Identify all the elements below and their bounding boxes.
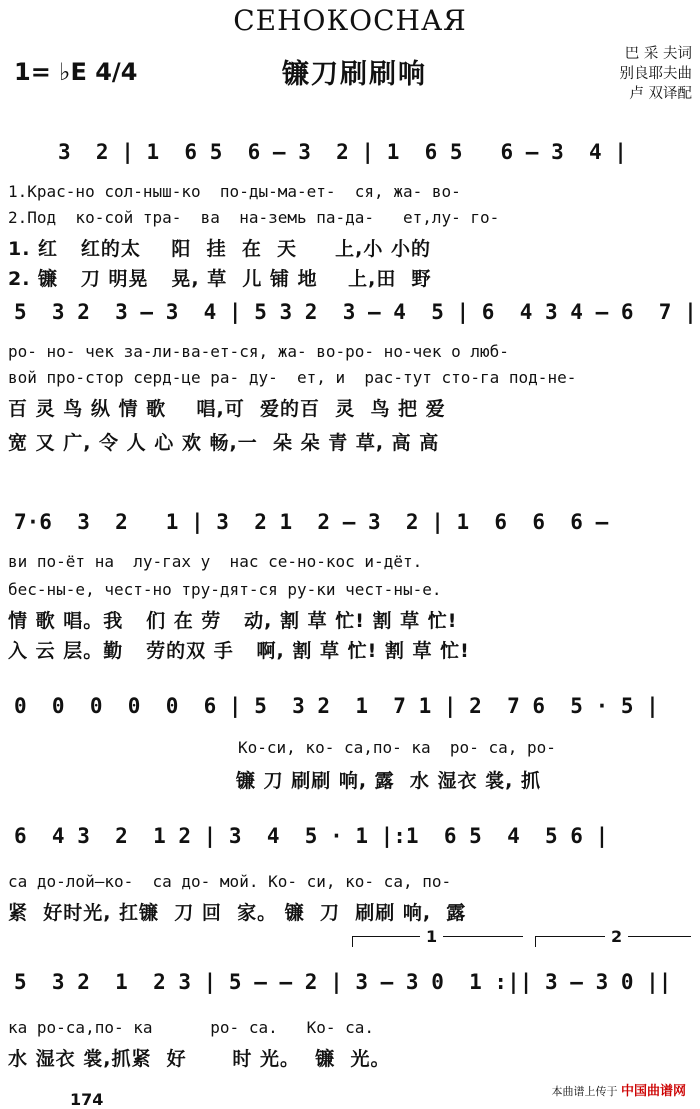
lyrics-chinese-verse-2: 2. 镰 刀 明晃 晃, 草 儿 铺 地 上,田 野 xyxy=(8,268,432,290)
lyrics-russian: ка ро-са,по- ка ро- са. Ко- са. xyxy=(8,1018,375,1037)
notation-line: 0 0 0 0 0 6 | 5 3 2 1 7 1 | 2 7 6 5 · 5 | xyxy=(14,694,659,718)
lyrics-russian-verse-1: 1.Крас-но сол-ныш-ко по-ды-ма-ет- ся, жа- во- xyxy=(8,182,461,201)
lyrics-chinese-verse-1: 1. 红 红的太 阳 挂 在 天 上,小 小的 xyxy=(8,238,431,260)
lyrics-chinese-verse-1: 百 灵 鸟 纵 情 歌 唱,可 爱的百 灵 鸟 把 爱 xyxy=(8,398,446,420)
notation-line: 5 3 2 1 2 3 | 5 — — 2 | 3 — 3 0 1 :|| 3 — 3 0 || xyxy=(14,970,672,994)
lyrics-russian-verse-2: вой про-стор серд-це ра- ду- ет, и рас-тут сто-га под-не- xyxy=(8,368,577,387)
footer-site-logo: 中国曲谱网 xyxy=(620,1084,686,1099)
lyrics-russian: са до-лой—ко- са до- мой. Ко- си, ко- са, по- xyxy=(8,872,452,891)
lyrics-russian-verse-1: ро- но- чек за-ли-ва-ет-ся, жа- во-ро- но-чек о люб- xyxy=(8,342,509,361)
song-title-russian: СЕНОКОСНАЯ xyxy=(233,4,467,37)
credit-translator: 卢 双译配 xyxy=(629,86,692,102)
ending-label-1: 1 xyxy=(420,927,443,946)
lyrics-russian-verse-2: 2.Под ко-сой тра- ва на-земь па-да- ет,лу- го- xyxy=(8,208,500,227)
notation-line: 3 2 | 1 6 5 6 — 3 2 | 1 6 5 6 — 3 4 | xyxy=(58,140,627,164)
ending-label-2: 2 xyxy=(605,927,628,946)
lyrics-chinese: 水 湿衣 裳,抓紧 好 时 光。 镰 光。 xyxy=(8,1048,391,1070)
notation-line: 6 4 3 2 1 2 | 3 4 5 · 1 |:1 6 5 4 5 6 | xyxy=(14,824,609,848)
lyrics-russian-verse-2: бес-ны-е, чест-но тру-дят-ся ру-ки чест-ны-е. xyxy=(8,580,442,599)
lyrics-chinese-verse-2: 入 云 层。勤 劳的双 手 啊, 割 草 忙! 割 草 忙! xyxy=(8,640,470,662)
credit-composer: 别良耶夫曲 xyxy=(619,66,692,82)
lyrics-chinese-verse-1: 情 歌 唱。我 们 在 劳 动, 割 草 忙! 割 草 忙! xyxy=(8,610,458,632)
notation-line: 7·6 3 2 1 | 3 2 1 2 — 3 2 | 1 6 6 6 — xyxy=(14,510,609,534)
lyrics-chinese: 紧 好时光, 扛镰 刀 回 家。 镰 刀 刷刷 响, 露 xyxy=(8,902,467,924)
key-signature: 1= ♭E 4/4 xyxy=(14,58,138,86)
notation-line: 5 3 2 3 — 3 4 | 5 3 2 3 — 4 5 | 6 4 3 4 — 6 7 | xyxy=(14,300,697,324)
song-title-chinese: 镰刀刷刷响 xyxy=(282,59,427,90)
lyrics-russian-verse-1: ви по-ёт на лу-гах у нас се-но-кос и-дёт. xyxy=(8,552,423,571)
page-number: 174 xyxy=(70,1090,104,1109)
footer-text: 本曲谱上传于 xyxy=(551,1085,618,1098)
lyrics-russian: Ко-си, ко- са,по- ка ро- са, ро- xyxy=(238,738,556,757)
lyrics-chinese: 镰 刀 刷刷 响, 露 水 湿衣 裳, 抓 xyxy=(236,770,541,792)
lyrics-chinese-verse-2: 宽 又 广, 令 人 心 欢 畅,一 朵 朵 青 草, 高 高 xyxy=(8,432,440,454)
credit-lyricist: 巴 采 夫词 xyxy=(624,46,692,62)
footer-credit xyxy=(551,1080,686,1099)
